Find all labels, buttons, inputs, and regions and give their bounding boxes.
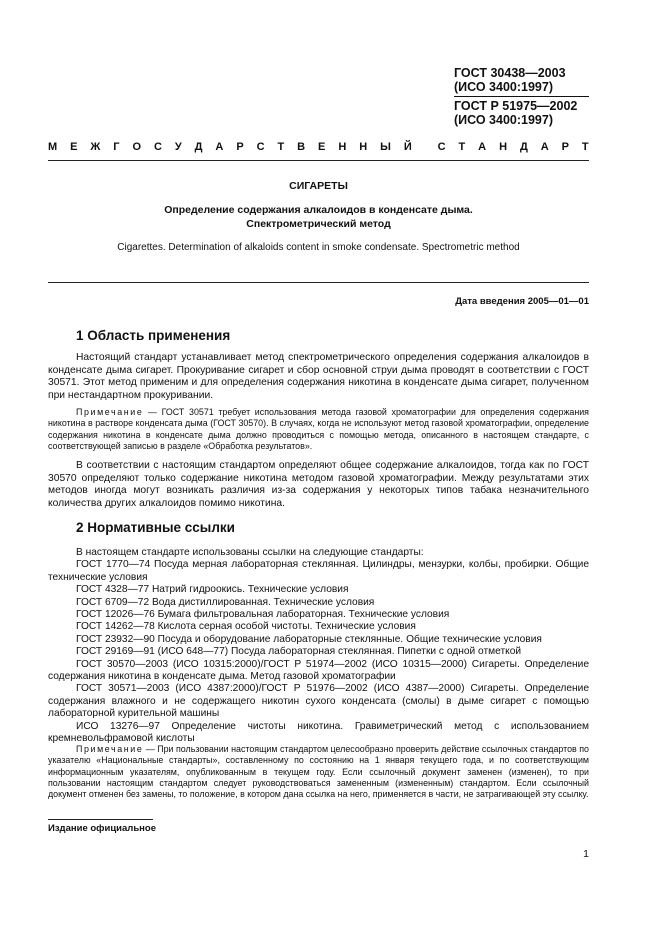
banner-letter: Ы [380,141,391,153]
gost-number-2: ГОСТ Р 51975—2002 [454,99,578,113]
document-title: СИГАРЕТЫ [289,180,348,192]
title-rule [48,282,589,283]
banner-letter: Т [277,141,285,153]
banner-letter: Р [236,141,244,153]
references-intro: В настоящем стандарте использованы ссылки на следующие стандарты: [76,547,424,558]
section-2-heading: 2 Нормативные ссылки [76,520,235,535]
banner-rule [48,160,589,161]
interstate-standard-banner [48,141,589,153]
section-1-paragraph-1: Настоящий стандарт устанавливает метод спектрометрического определения содержания алкалоидов в конденсате дыма сигарет. Прокуривание сигарет и сбор основной струи дыма проводят в соответствии с ГОСТ 30571. Этот метод применим и для определения содержания никотина в конденсате дыма сигарет, полученном при нестандартном прокуривании. [48,352,589,401]
gost-number-1: ГОСТ 30438—2003 [454,66,566,80]
page-number: 1 [583,848,589,860]
reference-item: ГОСТ 4328—77 Натрий гидроокись. Технические условия [76,584,349,596]
introduction-date: Дата введения 2005—01—01 [455,296,589,307]
banner-letter: Ж [90,141,101,153]
banner-letter: Е [70,141,78,153]
gost-separator [454,96,589,97]
note-label: Примечание [76,407,144,417]
banner-letter: В [297,141,306,153]
reference-item: ГОСТ 14262—78 Кислота серная особой чистоты. Технические условия [76,621,416,633]
banner-letter: Н [338,141,347,153]
banner-letter: Д [194,141,203,153]
normative-references [48,547,589,746]
reference-item: ГОСТ 30570—2003 (ИСО 10315:2000)/ГОСТ Р 51974—2002 (ИСО 10315—2000) Сигареты. Определение содержания никотина в конденсате дыма. Метод газовой хроматографии [48,658,589,683]
edition-label: Издание официальное [48,823,156,834]
gost-designation-block [454,66,589,127]
banner-letter: О [132,141,142,153]
note-text: — ГОСТ 30571 требует использования метода газовой хроматографии для определения содержания никотина в растворе конденсата дыма (ГОСТ 30570). В случаях, когда не используют метод газовой хроматографии, определение содержания никотина в конденсате дыма должно проводиться с помощью метода, описанного в настоящем стандарте, с соответствующей записью в разделе «Обработка результатов». [48,407,589,451]
banner-letter: Р [561,141,569,153]
section-1-paragraph-2: В соответствии с настоящим стандартом определяют общее содержание алкалоидов, тогда как по ГОСТ 30570 определяют только содержание никотина методом газовой хроматографии. Между результатами этих методов иногда могут возникать различия из-за содержания у некоторых типов табака незначительного количества других алкалоидов помимо никотина. [48,460,589,509]
section-2-note [48,744,589,800]
iso-number-1: (ИСО 3400:1997) [454,80,553,94]
banner-letter: У [174,141,182,153]
reference-item: ГОСТ 6709—72 Вода дистиллированная. Технические условия [76,596,375,608]
banner-letter: А [478,141,487,153]
banner-letter: Н [359,141,368,153]
note-label: Примечание [76,744,144,754]
subtitle-line-1: Определение содержания алкалоидов в конденсате дыма. [164,204,473,216]
reference-item: ГОСТ 30571—2003 (ИСО 4387:2000)/ГОСТ Р 51976—2002 (ИСО 4387—2000) Сигареты. Определение содержания влажного и не содержащего никотин сухого конденсата (смолы) в дыме сигарет с помощью лабораторной курительной машины [48,683,589,720]
reference-item: ГОСТ 1770—74 Посуда мерная лабораторная стеклянная. Цилиндры, мензурки, колбы, пробирки. Общие технические условия [48,559,589,583]
footer-rule [48,819,153,820]
document-subtitle [48,203,589,231]
banner-letter: Й [403,141,412,153]
reference-item: ГОСТ 23932—90 Посуда и оборудование лабораторные стеклянные. Общие технические условия [76,633,542,645]
section-1-heading: 1 Область применения [76,328,231,343]
reference-item: ГОСТ 29169—91 (ИСО 648—77) Посуда лабораторная стеклянная. Пипетки с одной отметкой [76,646,522,658]
banner-letter: С [256,141,265,153]
banner-letter: Н [499,141,508,153]
banner-letter: С [153,141,162,153]
banner-letter: Е [318,141,326,153]
banner-letter: Т [581,141,589,153]
note-text: — При пользовании настоящим стандартом целесообразно проверить действие ссылочных стандартов по указателю «Национальные стандарты», составленному по состоянию на 1 января текущего года, и по соответствующим информационным указателям, опубликованным в текущем году. Если ссылочный документ заменен (изменен), то при пользовании настоящим стандартом следует руководствоваться замененным (измененным) стандартом. Если ссылочный документ отменен без замены, то положение, в котором дана ссылка на него, применяется в части, не затрагивающей эту ссылку. [48,744,589,800]
subtitle-line-2: Спектрометрический метод [246,218,391,230]
reference-item: ИСО 13276—97 Определение чистоты никотина. Гравиметрический метод с использованием кремневольфрамовой кислоты [48,720,589,745]
reference-item: ГОСТ 12026—76 Бумага фильтровальная лабораторная. Технические условия [76,609,450,621]
english-title: Cigarettes. Determination of alkaloids content in smoke condensate. Spectrometric method [117,242,520,253]
banner-letter: Д [519,141,528,153]
iso-number-2: (ИСО 3400:1997) [454,113,553,127]
banner-letter: Г [113,141,120,153]
banner-letter: А [215,141,224,153]
banner-letter: Т [458,141,466,153]
banner-letter: С [437,141,446,153]
banner-letter: А [540,141,549,153]
banner-letter: М [48,141,58,153]
section-1-note [48,407,589,452]
